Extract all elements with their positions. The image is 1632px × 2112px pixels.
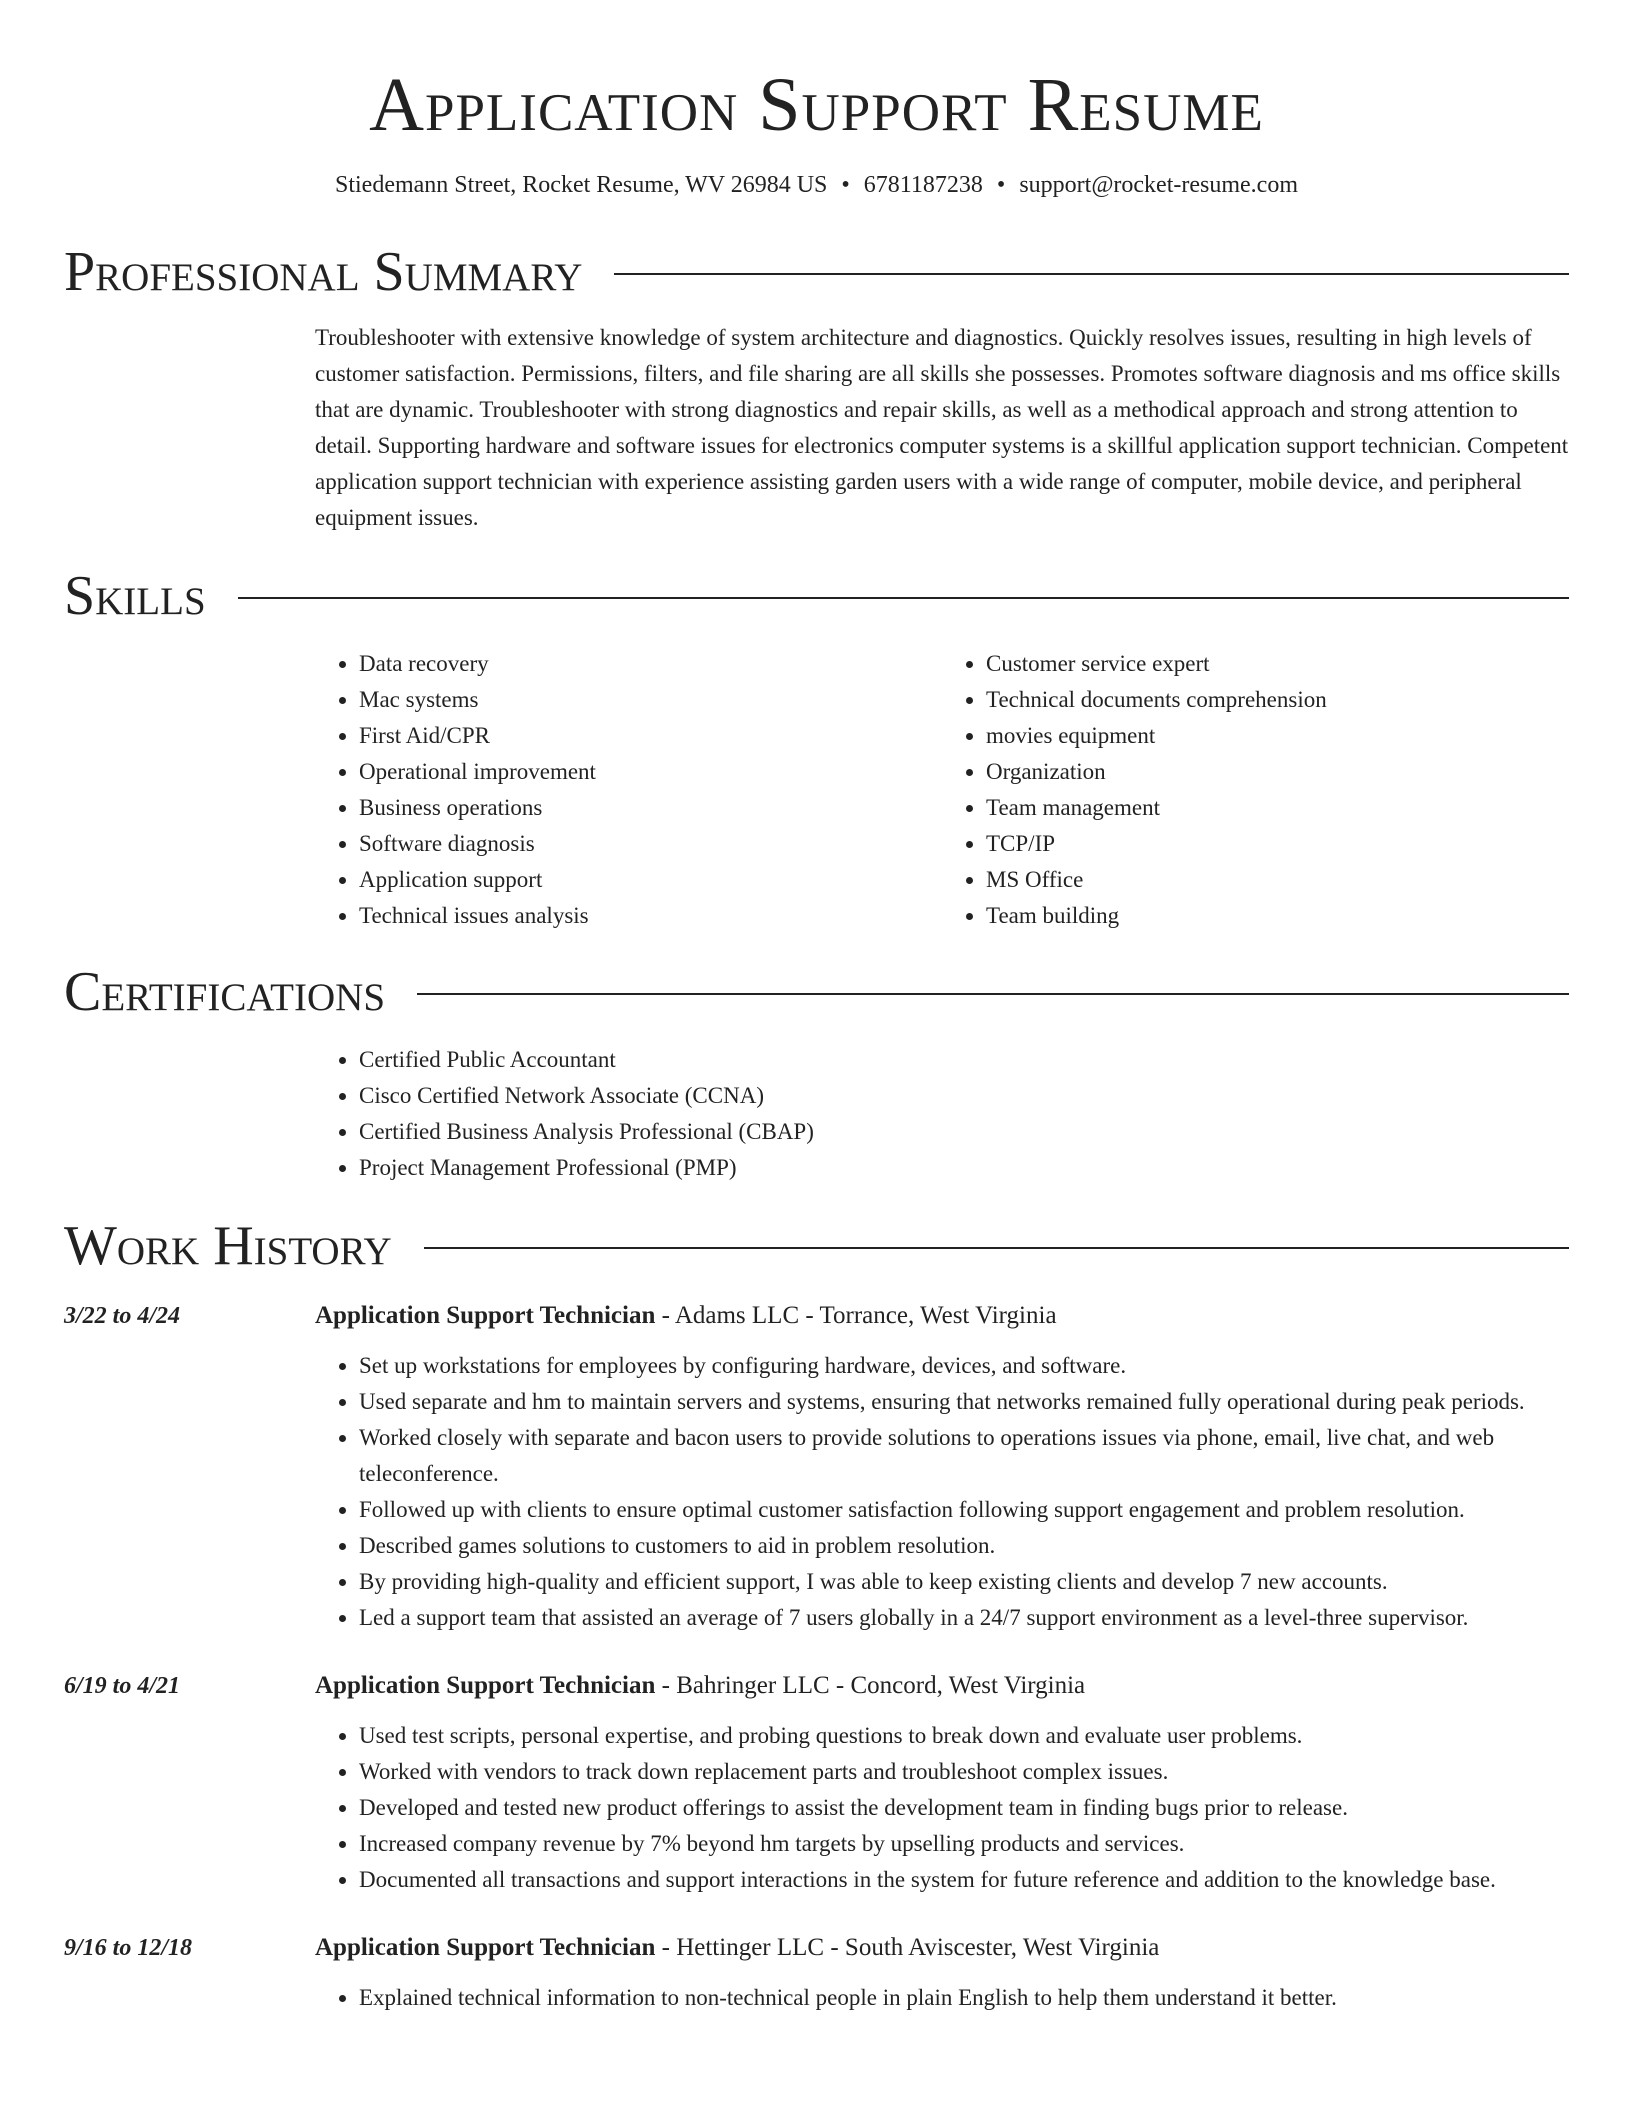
skill-item: • Software diagnosis [359, 826, 942, 862]
job-bullet: • Used separate and hm to maintain servers and systems, ensuring that networks remained fully operational during peak periods. [359, 1384, 1569, 1420]
skill-item: • Operational improvement [359, 754, 942, 790]
certifications-list [315, 1042, 1569, 1186]
skill-item: • Team building [986, 898, 1569, 934]
job-company: - Hettinger LLC - South Aviscester, West Virginia [661, 1934, 1160, 1961]
summary-text: Troubleshooter with extensive knowledge of system architecture and diagnostics. Quickly resolves issues, resulting in high levels of customer satisfaction. Permissions, filters, and file sharing are all skills she possesses. Promotes software diagnosis and ms office skills that are dynamic. Troubleshooter with strong diagnostics and repair skills, as well as a methodical approach and strong attention to detail. Supporting hardware and software issues for electronics computer systems is a skillful application support technician. Competent application support technician with experience assisting garden users with a wide range of computer, mobile device, and peripheral equipment issues. [315, 325, 1569, 530]
skill-item: • Organization [986, 754, 1569, 790]
skill-item: • MS Office [986, 862, 1569, 898]
job-bullet: • Followed up with clients to ensure optimal customer satisfaction following support engagement and problem resolution. [359, 1492, 1569, 1528]
section-divider [614, 273, 1569, 275]
skill-item: • TCP/IP [986, 826, 1569, 862]
job-bullets [315, 1718, 1569, 1898]
work-history-heading: Work History [64, 1215, 392, 1277]
contact-phone: 6781187238 [863, 172, 983, 198]
skills-list-right [942, 646, 1569, 934]
job-bullet: • Worked closely with separate and bacon users to provide solutions to operations issues via phone, email, live chat, and web teleconference. [359, 1420, 1569, 1492]
section-divider [417, 993, 1569, 995]
certification-item: • Cisco Certified Network Associate (CCNA) [359, 1078, 1569, 1114]
certification-item: • Certified Business Analysis Professional (CBAP) [359, 1114, 1569, 1150]
job-entry [64, 1666, 1569, 1898]
certifications-block [315, 1042, 1569, 1186]
bullet-separator: • [841, 172, 850, 198]
skill-item: • Technical documents comprehension [986, 682, 1569, 718]
job-bullet: • Documented all transactions and support interactions in the system for future reference and addition to the knowledge base. [359, 1862, 1569, 1898]
certifications-section-header [64, 960, 1569, 1024]
job-company: - Bahringer LLC - Concord, West Virginia [661, 1672, 1086, 1699]
resume-title: Application Support Resume [369, 63, 1264, 147]
job-bullet: • Explained technical information to non-technical people in plain English to help them understand it better. [359, 1980, 1569, 2016]
skill-item: • Team management [986, 790, 1569, 826]
job-role: Application Support Technician [315, 1302, 656, 1329]
skill-item: • Business operations [359, 790, 942, 826]
job-header [315, 1928, 1569, 1966]
contact-email: support@rocket-resume.com [1019, 172, 1298, 198]
contact-line [64, 170, 1569, 200]
job-bullet: • Used test scripts, personal expertise, and probing questions to break down and evaluate user problems. [359, 1718, 1569, 1754]
job-bullet: • Set up workstations for employees by configuring hardware, devices, and software. [359, 1348, 1569, 1384]
certifications-heading: Certifications [64, 961, 386, 1023]
job-bullet: • Developed and tested new product offerings to assist the development team in finding bugs prior to release. [359, 1790, 1569, 1826]
certification-item: • Project Management Professional (PMP) [359, 1150, 1569, 1186]
job-company: - Adams LLC - Torrance, West Virginia [661, 1302, 1057, 1329]
skills-columns [315, 646, 1569, 934]
job-bullet: • Worked with vendors to track down replacement parts and troubleshoot complex issues. [359, 1754, 1569, 1790]
job-dates: 6/19 to 4/21 [64, 1673, 181, 1699]
skills-section-header [64, 564, 1569, 628]
skill-item: • movies equipment [986, 718, 1569, 754]
job-details [315, 1928, 1569, 2016]
skill-item: • Data recovery [359, 646, 942, 682]
job-role: Application Support Technician [315, 1672, 656, 1699]
contact-address: Stiedemann Street, Rocket Resume, WV 26984 US [335, 172, 828, 198]
skill-item: • Technical issues analysis [359, 898, 942, 934]
job-entry [64, 1296, 1569, 1636]
skill-item: • Customer service expert [986, 646, 1569, 682]
skills-list-left [315, 646, 942, 934]
job-dates: 9/16 to 12/18 [64, 1935, 193, 1961]
job-header [315, 1666, 1569, 1704]
job-bullet: • Led a support team that assisted an average of 7 users globally in a 24/7 support environment as a level-three supervisor. [359, 1600, 1569, 1636]
skill-item: • First Aid/CPR [359, 718, 942, 754]
job-bullet: • By providing high-quality and efficient support, I was able to keep existing clients and develop 7 new accounts. [359, 1564, 1569, 1600]
summary-section-header [64, 240, 1569, 304]
skills-heading: Skills [64, 565, 206, 627]
job-entry [64, 1928, 1569, 2016]
job-header [315, 1296, 1569, 1334]
job-bullet: • Described games solutions to customers to aid in problem resolution. [359, 1528, 1569, 1564]
summary-heading: Professional Summary [64, 241, 583, 303]
work-history-section-header [64, 1214, 1569, 1278]
job-role: Application Support Technician [315, 1934, 656, 1961]
job-details [315, 1666, 1569, 1898]
section-divider [424, 1247, 1569, 1249]
job-bullets [315, 1980, 1569, 2016]
job-dates: 3/22 to 4/24 [64, 1303, 181, 1329]
bullet-separator: • [996, 172, 1006, 198]
job-bullet: • Increased company revenue by 7% beyond hm targets by upselling products and services. [359, 1826, 1569, 1862]
skill-item: • Mac systems [359, 682, 942, 718]
certification-item: • Certified Public Accountant [359, 1042, 1569, 1078]
skill-item: • Application support [359, 862, 942, 898]
section-divider [238, 597, 1569, 599]
job-details [315, 1296, 1569, 1636]
job-bullets [315, 1348, 1569, 1636]
